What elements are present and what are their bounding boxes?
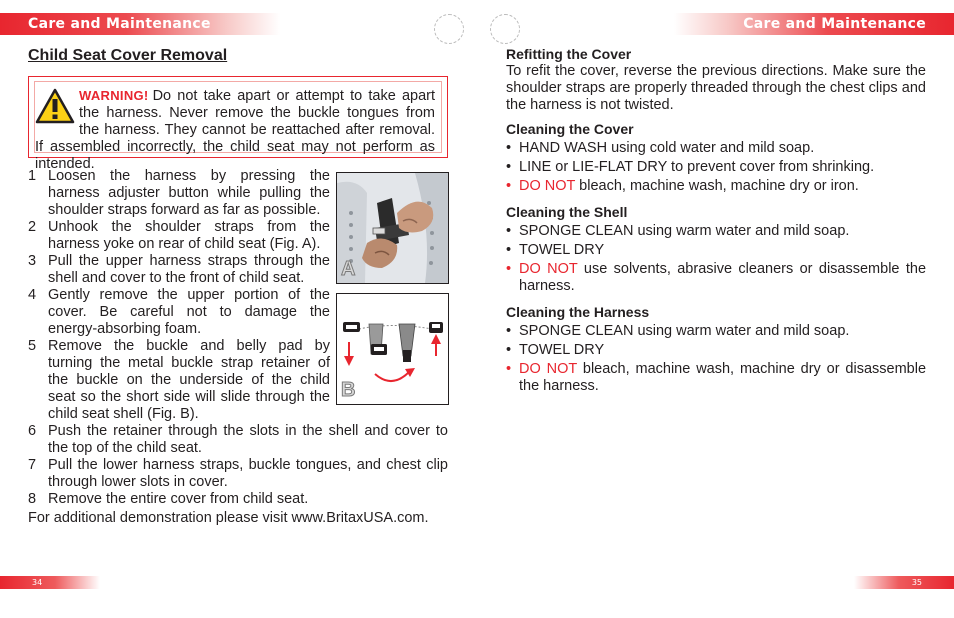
list-item: [506, 342, 926, 359]
list-item-text: bleach, machine wash, machine dry or disassemble the harness.: [519, 361, 927, 394]
bullet-icon: •: [506, 159, 512, 175]
list-item: [506, 223, 926, 240]
list-item: [28, 338, 330, 423]
warning-box: [28, 76, 448, 172]
list-item: [28, 287, 330, 338]
list-item: [28, 491, 448, 508]
list-item: [506, 261, 926, 295]
list-item-text: SPONGE CLEAN using warm water and mild soap.: [519, 223, 850, 239]
cleaning-cover-list: [506, 140, 926, 195]
header-bar-right: [674, 13, 954, 35]
list-item-text: TOWEL DRY: [519, 342, 605, 358]
list-item: [506, 323, 926, 340]
bullet-icon: •: [506, 361, 512, 377]
list-item: [28, 168, 330, 219]
cleaning-harness-list: [506, 323, 926, 395]
step-number: 1: [28, 168, 37, 184]
list-item: [28, 423, 448, 457]
registration-mark-icon: [434, 14, 464, 44]
step-number: 5: [28, 338, 37, 354]
list-item: [28, 219, 330, 253]
step-text: Remove the buckle and belly pad by turning the metal buckle strap retainer of the buckle on the underside of the child seat so the short side will slide through the child seat shell (Fig. B).: [48, 338, 330, 422]
page-number-right: 35: [911, 578, 922, 587]
step-number: 3: [28, 253, 37, 269]
list-item: [506, 140, 926, 157]
step-text: Loosen the harness by pressing the harness adjuster button while pulling the shoulder straps forward as far as possible.: [48, 168, 330, 218]
step-number: 8: [28, 491, 37, 507]
page-title: Child Seat Cover Removal: [28, 47, 228, 64]
header-title-right: Care and Maintenance: [743, 16, 926, 32]
refitting-text: To refit the cover, reverse the previous directions. Make sure the shoulder straps are properly threaded through the chest clips and the harness is not twisted.: [506, 63, 926, 113]
step-number: 4: [28, 287, 37, 303]
bullet-icon: •: [506, 140, 512, 156]
list-item: [28, 457, 448, 491]
section-heading-cleaning-shell: Cleaning the Shell: [506, 204, 628, 220]
bullet-icon: •: [506, 342, 512, 358]
header-bar-left: [0, 13, 280, 35]
right-page-content: [506, 46, 926, 397]
warning-text: Do not take apart or attempt to take apart the harness. Never remove the buckle tongues from the harness. They cannot be reattached after removal. If assembled incorrectly, the child seat may not perform as intended.: [35, 88, 435, 172]
list-item-text: bleach, machine wash, machine dry or iron.: [579, 178, 859, 194]
list-item-text: SPONGE CLEAN using warm water and mild soap.: [519, 323, 850, 339]
bullet-icon: •: [506, 261, 512, 277]
section-heading-refitting: Refitting the Cover: [506, 46, 632, 62]
section-heading-cleaning-harness: Cleaning the Harness: [506, 304, 650, 320]
footer-bar-left: [0, 576, 100, 589]
step-number: 7: [28, 457, 37, 473]
cleaning-shell-list: [506, 223, 926, 295]
bullet-icon: •: [506, 323, 512, 339]
closing-note: For additional demonstration please visit www.BritaxUSA.com.: [28, 510, 429, 526]
list-item: [506, 178, 926, 195]
list-item: [506, 159, 926, 176]
figure-label: A: [341, 258, 356, 280]
figure-label: B: [341, 379, 356, 401]
warning-label: WARNING!: [79, 88, 149, 103]
bullet-icon: •: [506, 178, 512, 194]
list-item: [28, 253, 330, 287]
header-title-left: Care and Maintenance: [28, 16, 211, 32]
do-not-label: DO NOT: [519, 261, 578, 277]
list-item: [506, 361, 926, 395]
step-text: Gently remove the upper portion of the cover. Be careful not to damage the energy-absorbing foam.: [48, 287, 330, 337]
footer-bar-right: [854, 576, 954, 589]
page-number-left: 34: [32, 578, 43, 587]
bullet-icon: •: [506, 223, 512, 239]
step-text: Unhook the shoulder straps from the harness yoke on rear of child seat (Fig. A).: [48, 219, 330, 252]
section-heading-cleaning-cover: Cleaning the Cover: [506, 121, 634, 137]
list-item: [506, 242, 926, 259]
registration-mark-icon: [490, 14, 520, 44]
do-not-label: DO NOT: [519, 361, 577, 377]
step-number: 6: [28, 423, 37, 439]
warning-triangle-icon: [35, 88, 75, 124]
do-not-label: DO NOT: [519, 178, 576, 194]
figure-b: [336, 293, 449, 405]
figure-a: [336, 172, 449, 284]
step-text: Pull the upper harness straps through the shell and cover to the front of child seat.: [48, 253, 330, 286]
list-item-text: use solvents, abrasive cleaners or disassemble the harness.: [519, 261, 927, 294]
list-item-text: TOWEL DRY: [519, 242, 605, 258]
list-item-text: HAND WASH using cold water and mild soap.: [519, 140, 815, 156]
step-number: 2: [28, 219, 37, 235]
list-item-text: LINE or LIE-FLAT DRY to prevent cover from shrinking.: [519, 159, 875, 175]
step-text: Remove the entire cover from child seat.: [48, 491, 309, 507]
bullet-icon: •: [506, 242, 512, 258]
warning-inner: [34, 81, 442, 172]
step-text: Pull the lower harness straps, buckle tongues, and chest clip through lower slots in cover.: [48, 457, 448, 490]
step-text: Push the retainer through the slots in the shell and cover to the top of the child seat.: [48, 423, 448, 456]
